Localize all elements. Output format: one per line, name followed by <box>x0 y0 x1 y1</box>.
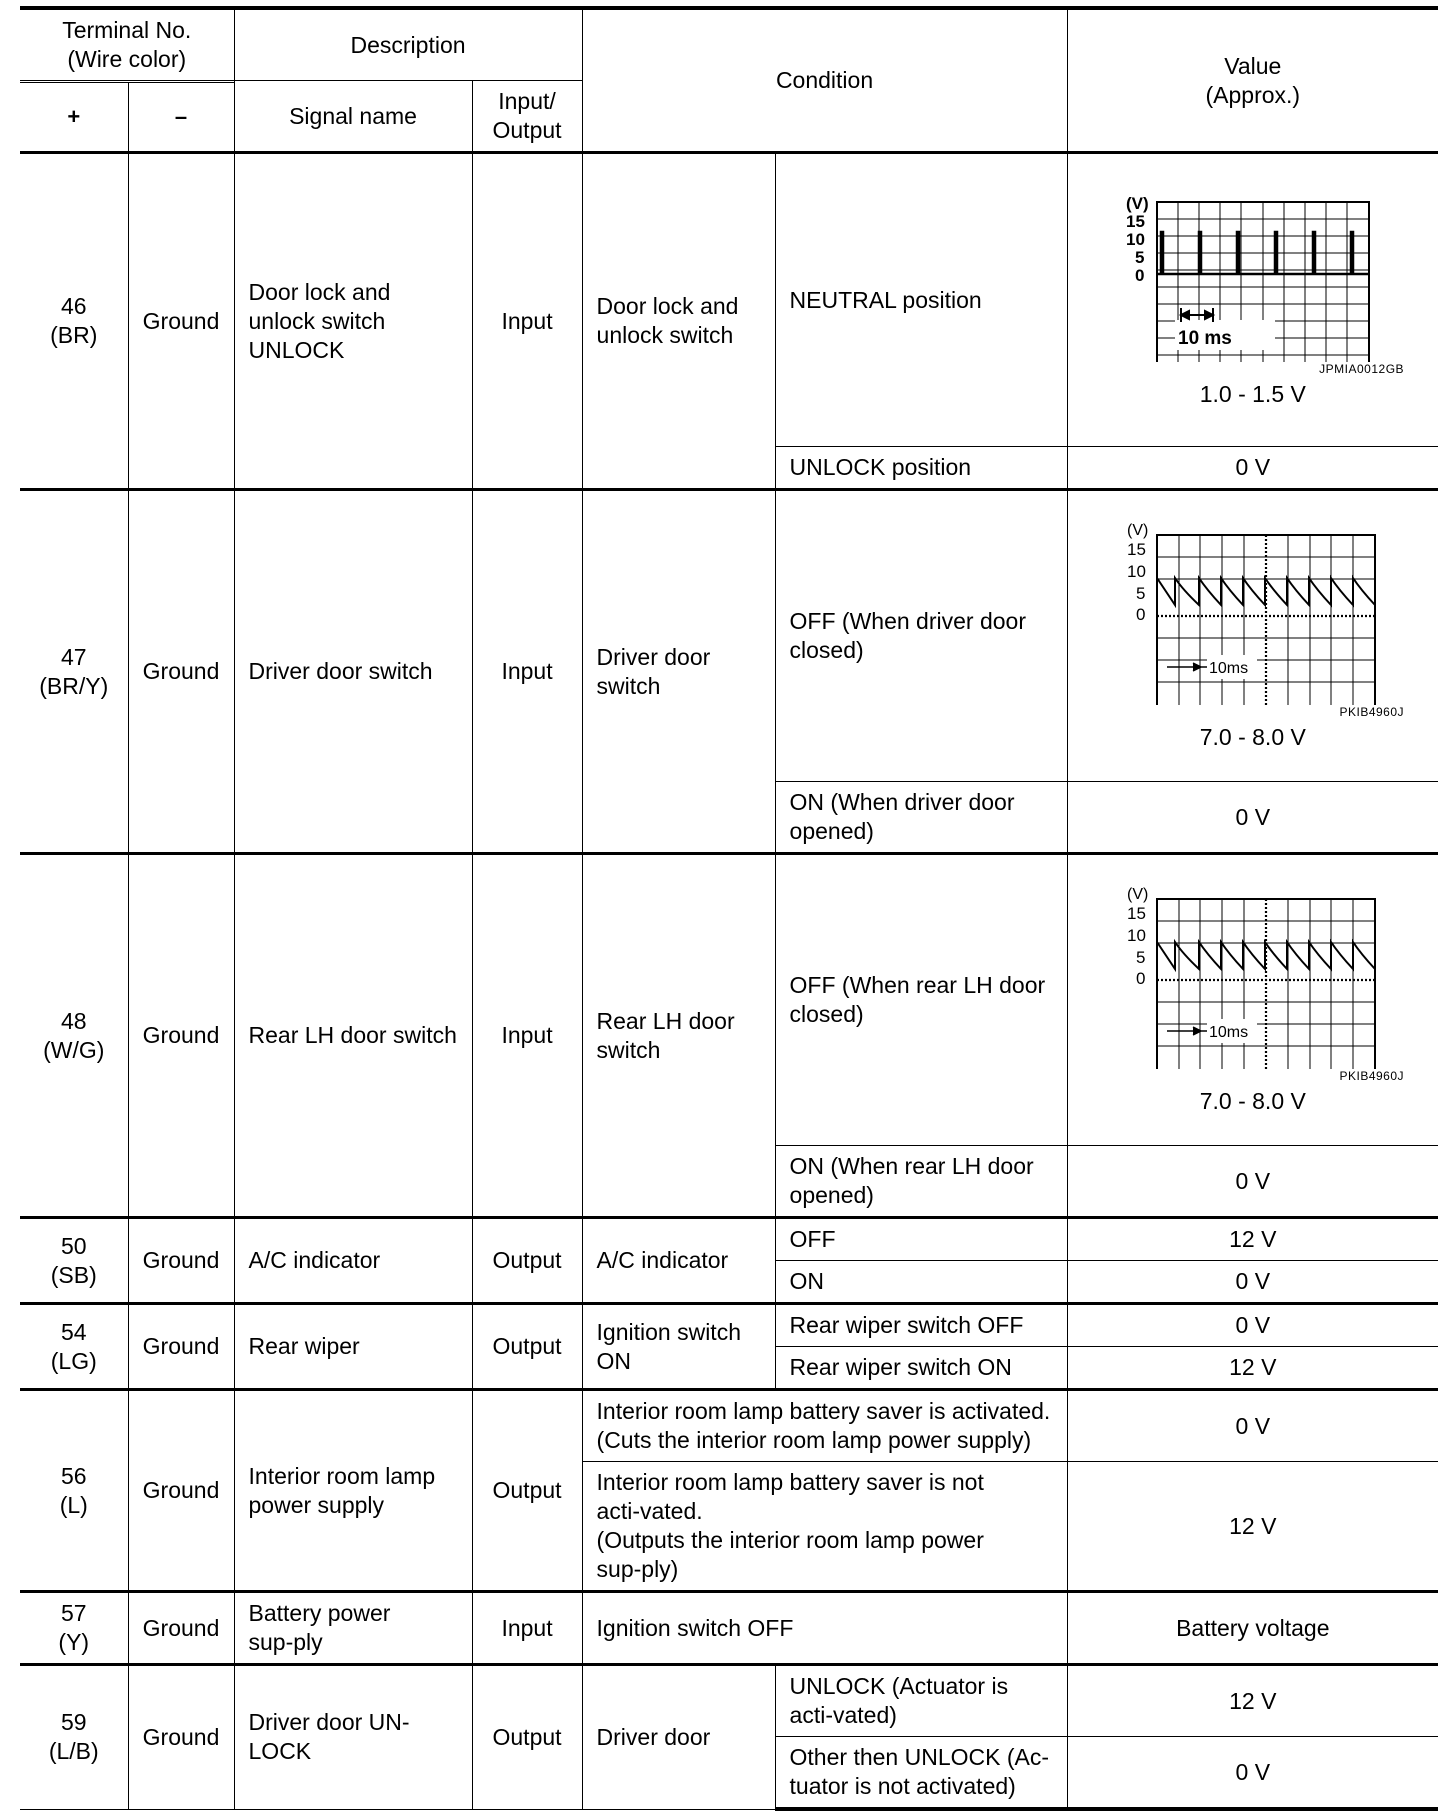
terminal-cell <box>20 153 128 490</box>
sub-condition-cell: OFF (When driver door closed) <box>775 490 1067 782</box>
ground-cell: Ground <box>128 1592 234 1665</box>
terminal-cell <box>20 854 128 1218</box>
y-unit: (V) <box>1126 522 1149 539</box>
value-cell <box>1067 490 1438 782</box>
ground-cell: Ground <box>128 1665 234 1810</box>
value-cell: Battery voltage <box>1067 1592 1438 1665</box>
terminal-number: 54 <box>60 1318 87 1345</box>
y-tick: 10 <box>1126 562 1146 581</box>
sub-condition-cell: OFF <box>775 1218 1067 1261</box>
plus-header: + <box>20 82 128 152</box>
waveform-graph-48 <box>1123 884 1383 1069</box>
figure-code: JPMIA0012GB <box>1319 361 1405 376</box>
terminal-cell <box>20 490 128 854</box>
condition-cell: Ignition switch OFF <box>582 1592 1067 1665</box>
condition-line: Interior room lamp battery saver is not acti-vated. <box>596 1469 984 1524</box>
table-row <box>20 1304 1438 1347</box>
y-tick: 10 <box>1126 926 1146 945</box>
wire-color: (SB) <box>50 1261 97 1288</box>
waveform-graph-47 <box>1123 520 1383 705</box>
terminal-no-header <box>20 8 234 81</box>
minus-header: – <box>128 82 234 152</box>
condition-cell: A/C indicator <box>582 1218 775 1304</box>
condition-cell <box>582 1390 1067 1462</box>
ground-cell: Ground <box>128 153 234 490</box>
wire-color: (L/B) <box>48 1738 99 1765</box>
io-cell: Output <box>472 1665 582 1810</box>
terminal-number: 46 <box>60 293 87 319</box>
y-unit: (V) <box>1125 193 1149 213</box>
waveform-value: 1.0 - 1.5 V <box>1199 380 1306 407</box>
waveform-value: 7.0 - 8.0 V <box>1199 724 1306 750</box>
signal-name-cell: A/C indicator <box>234 1218 472 1304</box>
figure-code: PKIB4960J <box>1339 705 1405 719</box>
terminal-cell <box>20 1592 128 1665</box>
signal-name-header: Signal name <box>234 81 472 153</box>
y-tick: 0 <box>1134 265 1145 285</box>
sub-condition-cell: Other then UNLOCK (Ac-tuator is not activated) <box>775 1737 1067 1810</box>
condition-cell: Rear LH door switch <box>582 854 775 1218</box>
sub-condition-cell: OFF (When rear LH door closed) <box>775 854 1067 1146</box>
signal-name-cell: Driver door switch <box>234 490 472 854</box>
ground-cell: Ground <box>128 1218 234 1304</box>
terminal-cell <box>20 1390 128 1592</box>
waveform-48 <box>1082 884 1425 1116</box>
value-cell: 0 V <box>1067 447 1438 490</box>
value-label: Value <box>1224 52 1282 79</box>
terminal-cell <box>20 1665 128 1810</box>
signal-name-cell: Interior room lamp power supply <box>234 1390 472 1592</box>
sub-condition-cell: Rear wiper switch OFF <box>775 1304 1067 1347</box>
value-cell <box>1067 854 1438 1146</box>
ground-cell: Ground <box>128 854 234 1218</box>
sub-condition-cell: UNLOCK position <box>775 447 1067 490</box>
value-header <box>1067 8 1438 153</box>
terminal-number: 47 <box>60 643 87 670</box>
sub-condition-cell: Rear wiper switch ON <box>775 1347 1067 1390</box>
wire-color-label: (Wire color) <box>67 46 187 72</box>
grid-47 <box>1157 535 1375 705</box>
value-cell: 12 V <box>1067 1347 1438 1390</box>
signal-name-text: Driver door UN-LOCK <box>248 1709 410 1765</box>
io-cell: Input <box>472 490 582 854</box>
approx-label: (Approx.) <box>1205 81 1301 108</box>
table-row <box>20 1390 1438 1462</box>
terminal-number: 57 <box>60 1600 87 1626</box>
wire-color: (BR) <box>50 322 98 348</box>
y-tick: 5 <box>1134 247 1145 267</box>
terminal-cell <box>20 1304 128 1390</box>
io-cell: Output <box>472 1304 582 1390</box>
signal-name-cell: Door lock and unlock switch UNLOCK <box>234 153 472 490</box>
y-tick: 15 <box>1125 211 1145 231</box>
time-scale-label: 10ms <box>1208 660 1248 677</box>
table-row <box>20 1592 1438 1665</box>
wire-color: (W/G) <box>43 1036 105 1063</box>
terminal-no-label: Terminal No. <box>62 17 192 43</box>
wire-color: (Y) <box>58 1629 90 1655</box>
table-row <box>20 854 1438 1146</box>
io-label-2: Output <box>492 117 562 143</box>
io-cell: Input <box>472 153 582 490</box>
sub-condition-cell: ON (When rear LH door opened) <box>775 1146 1067 1218</box>
signal-name-cell: Rear wiper <box>234 1304 472 1390</box>
y-unit: (V) <box>1126 886 1149 903</box>
y-tick: 5 <box>1135 948 1146 967</box>
condition-cell: Driver door switch <box>582 490 775 854</box>
terminal-table <box>20 6 1438 1811</box>
condition-line: (Outputs the interior room lamp power sup-ply) <box>596 1527 984 1582</box>
sub-condition-cell: UNLOCK (Actuator is acti-vated) <box>775 1665 1067 1737</box>
io-cell: Output <box>472 1390 582 1592</box>
waveform-value: 7.0 - 8.0 V <box>1199 1088 1306 1114</box>
ground-cell: Ground <box>128 1390 234 1592</box>
sub-condition-cell: ON <box>775 1261 1067 1304</box>
table-row <box>20 490 1438 782</box>
signal-name-cell: Rear LH door switch <box>234 854 472 1218</box>
condition-header: Condition <box>582 8 1067 153</box>
io-cell: Output <box>472 1218 582 1304</box>
condition-cell: Ignition switch ON <box>582 1304 775 1390</box>
sub-condition-cell: ON (When driver door opened) <box>775 782 1067 854</box>
y-tick: 5 <box>1135 584 1146 603</box>
io-label-1: Input/ <box>498 88 556 114</box>
value-cell: 0 V <box>1067 1390 1438 1462</box>
terminal-cell <box>20 1218 128 1304</box>
figure-code: PKIB4960J <box>1339 1069 1405 1083</box>
condition-cell: Driver door <box>582 1665 775 1810</box>
waveform-46 <box>1082 192 1425 409</box>
terminal-number: 59 <box>60 1709 87 1736</box>
value-cell <box>1067 153 1438 447</box>
grid-48 <box>1157 899 1375 1069</box>
io-header <box>472 81 582 153</box>
wire-color: (LG) <box>50 1347 97 1374</box>
y-tick: 0 <box>1135 969 1146 988</box>
condition-line: (Cuts the interior room lamp power supply) <box>596 1427 1032 1453</box>
value-cell: 0 V <box>1067 782 1438 854</box>
condition-line: Interior room lamp battery saver is activated. <box>596 1398 1051 1424</box>
io-cell: Input <box>472 854 582 1218</box>
signal-name-text: Battery power sup-ply <box>248 1600 391 1655</box>
waveform-47 <box>1082 520 1425 752</box>
time-scale-label: 10 ms <box>1177 327 1232 349</box>
value-cell: 12 V <box>1067 1665 1438 1737</box>
terminal-number: 48 <box>60 1007 87 1034</box>
time-scale-label: 10ms <box>1208 1024 1248 1041</box>
table-row <box>20 1218 1438 1261</box>
wire-color: (BR/Y) <box>39 672 109 699</box>
value-cell: 0 V <box>1067 1304 1438 1347</box>
terminal-number: 56 <box>60 1462 87 1489</box>
table-row <box>20 1665 1438 1737</box>
y-tick: 15 <box>1126 904 1146 923</box>
sub-condition-cell: NEUTRAL position <box>775 153 1067 447</box>
value-cell: 0 V <box>1067 1737 1438 1810</box>
terminal-number: 50 <box>60 1232 87 1259</box>
y-tick: 0 <box>1135 605 1146 624</box>
condition-cell: Door lock and unlock switch <box>582 153 775 490</box>
signal-name-cell <box>234 1592 472 1665</box>
value-cell: 12 V <box>1067 1462 1438 1592</box>
value-cell: 12 V <box>1067 1218 1438 1261</box>
y-tick: 15 <box>1126 540 1146 559</box>
signal-name-cell <box>234 1665 472 1810</box>
io-cell: Input <box>472 1592 582 1665</box>
terminal-table-page <box>20 6 1438 1811</box>
condition-cell <box>582 1462 1067 1592</box>
wire-color: (L) <box>59 1491 88 1518</box>
waveform-graph-46 <box>1123 192 1383 362</box>
y-tick: 10 <box>1125 229 1145 249</box>
description-header: Description <box>234 8 582 81</box>
value-cell: 0 V <box>1067 1261 1438 1304</box>
value-cell: 0 V <box>1067 1146 1438 1218</box>
ground-cell: Ground <box>128 490 234 854</box>
table-row <box>20 153 1438 447</box>
ground-cell: Ground <box>128 1304 234 1390</box>
